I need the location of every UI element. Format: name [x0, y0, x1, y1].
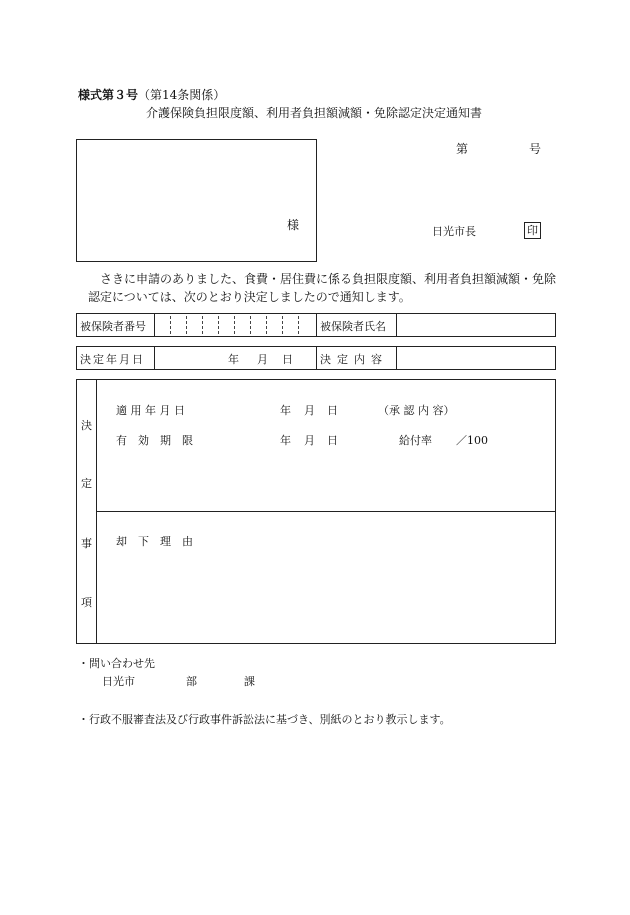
document-title: 介護保険負担限度額、利用者負担額減額・免除認定決定通知書 — [146, 106, 483, 120]
intro-line-2: 認定については、次のとおり決定しましたので通知します。 — [88, 290, 411, 304]
inquiry-city: 日光市 — [102, 675, 135, 688]
benefit-rate-label: 給付率 — [399, 434, 432, 447]
applicable-tsuki: 月 — [304, 404, 315, 417]
valid-nen: 年 — [280, 434, 291, 447]
applicable-hi: 日 — [327, 404, 338, 417]
applicable-nen: 年 — [280, 404, 291, 417]
form-number: 様式第３号 — [78, 88, 139, 102]
benefit-rate-suffix: ／100 — [456, 434, 488, 447]
form-header — [78, 86, 225, 103]
valid-period-label: 有 効 期 限 — [116, 434, 193, 447]
applicable-date-label: 適 用 年 月 日 — [116, 404, 185, 417]
valid-hi: 日 — [327, 434, 338, 447]
address-box — [76, 139, 317, 262]
inquiry-department: 部 — [186, 675, 197, 688]
side-char-1: 決 — [81, 419, 92, 432]
side-char-3: 事 — [81, 537, 92, 550]
document-number-go: 号 — [529, 142, 542, 156]
decision-date-nen: 年 — [228, 353, 239, 366]
insured-name-label: 被保険者氏名 — [320, 320, 386, 333]
inquiry-section: 課 — [244, 675, 255, 688]
approval-content-label: （承 認 内 容） — [378, 404, 455, 417]
sama-label: 様 — [287, 218, 300, 232]
decision-date-hi: 日 — [282, 353, 293, 366]
form-relation: （第14条関係） — [138, 88, 226, 102]
decision-date-label: 決定年月日 — [80, 353, 145, 366]
document-number-dai: 第 — [456, 142, 469, 156]
decision-content-label: 決定内容 — [320, 353, 388, 366]
issuer-name: 日光市長 — [432, 225, 476, 238]
appeal-notice: ・行政不服審査法及び行政事件訴訟法に基づき、別紙のとおり教示します。 — [78, 713, 451, 726]
intro-line-1: さきに申請のありました、食費・居住費に係る負担限度額、利用者負担額減額・免除 — [100, 272, 557, 286]
valid-tsuki: 月 — [304, 434, 315, 447]
inquiry-label: ・問い合わせ先 — [78, 657, 155, 670]
rejection-reason-label: 却 下 理 由 — [116, 535, 193, 548]
seal-stamp: 印 — [524, 222, 541, 239]
side-char-2: 定 — [81, 477, 92, 490]
insured-number-label: 被保険者番号 — [80, 320, 146, 333]
side-char-4: 項 — [81, 596, 92, 609]
decision-date-tsuki: 月 — [257, 353, 268, 366]
